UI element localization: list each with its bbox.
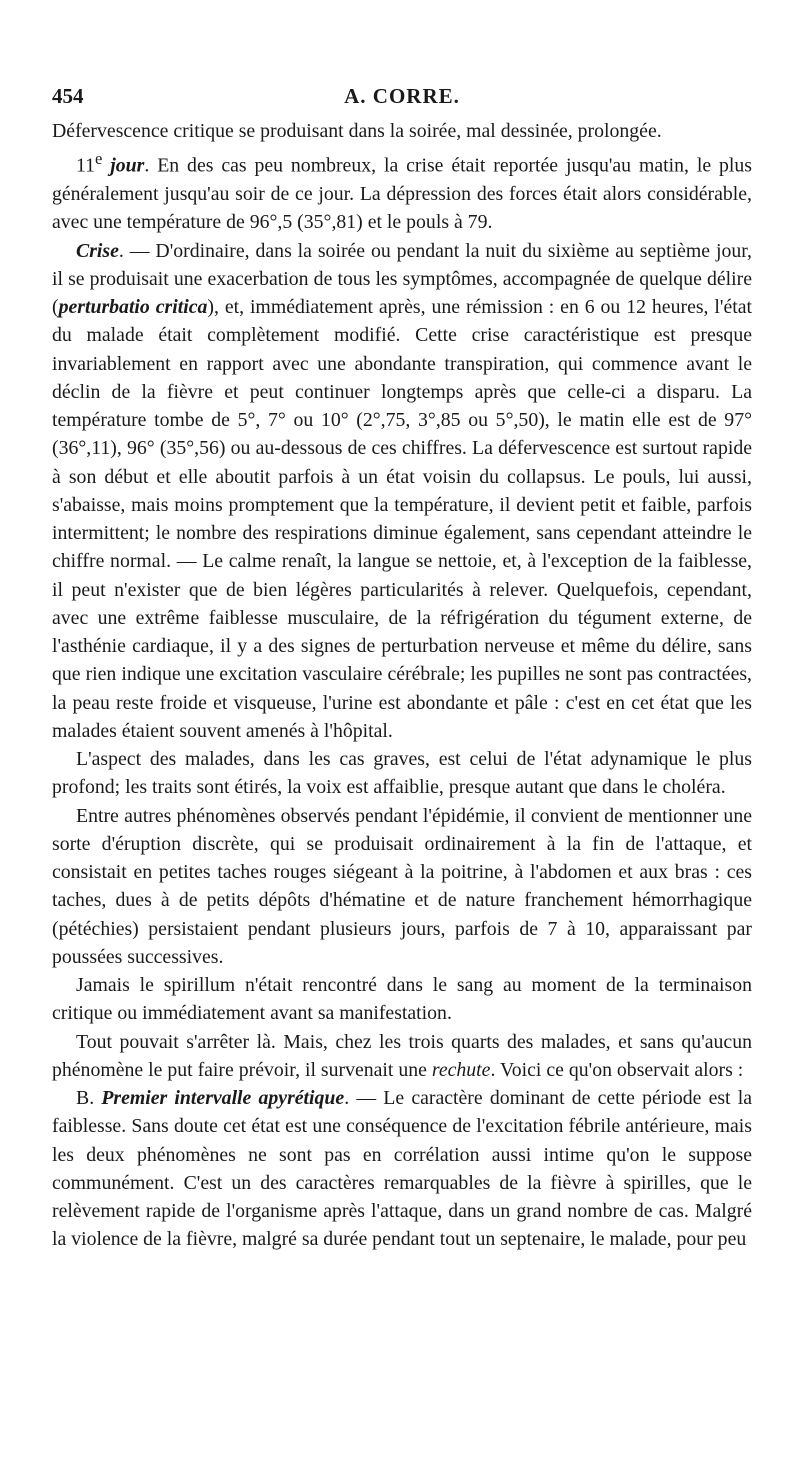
paragraph-intro: Défervescence critique se produisant dans la soirée, mal dessinée, prolongée. [52, 120, 662, 142]
paragraph-crise: Crise. — D'ordinaire, dans la soirée ou pendant la nuit du sixième au septième jour, il se produisait une exacerbation de tous les symptômes, accompagnée de quelque délire (perturbatio critica), et, immédiatement après, une rémission : en 6 ou 12 heures, l'état du malade était complètement modifié. Cette crise caractéristique est presque invariablement en rapport avec une abondante transpiration, qui commence avant le déclin de la fièvre et peut continuer longtemps après que celle-ci a disparu. La température tombe de 5°, 7° ou 10° (2°,75, 3°,85 ou 5°,50), le matin elle est de 97° (36°,11), 96° (35°,56) ou au-dessous de ces chiffres. La défervescence est surtout rapide à son début et elle aboutit parfois à un état voisin du collapsus. Le pouls, lui aussi, s'abaisse, mais moins promptement que la température, il devient petit et faible, parfois intermittent; le nombre des respirations diminue également, sans cependant atteindre le chiffre normal. — Le calme renaît, la langue se nettoie, et, à l'exception de la faiblesse, il peut n'exister que de bien légères particularités à relever. Quelquefois, cependant, avec une extrême faiblesse musculaire, de la réfrigération du tégument externe, de l'asthénie cardiaque, il y a des signes de perturbation nerveuse et même du délire, sans que rien indique une excitation vasculaire cérébrale; les pupilles ne sont pas contractées, la peau reste froide et visqueuse, l'urine est abondante et pâle : c'est en cet état que les malades étaient souvent amenés à l'hôpital. [52, 239, 753, 742]
paragraph-11th-day: 11e jour. En des cas peu nombreux, la crise était reportée jusqu'au matin, le plus généralement jusqu'au soir de ce jour. La dépression des forces était alors considérable, avec une température de 96°,5 (35°,81) et le pouls à 79. [52, 149, 752, 234]
paragraph-intervalle: B. Premier intervalle apyrétique. — Le caractère dominant de cette période est la faiblesse. Sans doute cet état est une conséquence de l'excitation fébrile antérieure, mais les deux phénomènes ne sont pas en corrélation aussi intime qu'on le suppose communément. C'est un des caractères remarquables de la fièvre à spirilles, que le relèvement rapide de l'organisme après l'attaque, dans un grand nombre de cas. Malgré la violence de la fièvre, malgré sa durée pendant tout un septenaire, le malade, pour peu [52, 1087, 753, 1251]
day-ordinal: 11 [76, 154, 96, 177]
paragraph-label: jour [110, 154, 145, 177]
latin-term: perturbatio critica [58, 296, 208, 319]
paragraph-label: Crise [76, 239, 119, 262]
running-title: A. CORRE. [344, 84, 460, 108]
paragraph-spirillum: Jamais le spirillum n'était rencontré dans le sang au moment de la terminaison critique ou immédiatement avant sa manifestation. [52, 974, 752, 1025]
paragraph-rechute: Tout pouvait s'arrêter là. Mais, chez les trois quarts des malades, et sans qu'aucun phénomène le put faire prévoir, il survenait une rechute. Voici ce qu'on observait alors : [52, 1030, 752, 1081]
running-header [52, 84, 752, 110]
emphasis-term: rechute [431, 1058, 491, 1081]
page-number: 454 [52, 84, 84, 108]
section-marker: B. [76, 1087, 95, 1110]
paragraph-label: Premier intervalle apyrétique [101, 1087, 345, 1110]
paragraph-eruption: Entre autres phénomènes observés pendant l'épidémie, il convient de mentionner une sorte d'éruption discrète, qui se produisait ordinairement à la fin de l'attaque, et consistait en petites taches rouges siégeant à la poitrine, à l'abdomen et aux bras : ces taches, dues à de petits dépôts d'hématine et de nature franchement hémorrhagique (pétéchies) persistaient pendant plusieurs jours, parfois de 7 à 10, apparaissant par poussées successives. [52, 804, 752, 968]
paragraph-aspect: L'aspect des malades, dans les cas graves, est celui de l'état adynamique le plus profond; les traits sont étirés, la voix est affaiblie, presque autant que dans le choléra. [52, 748, 752, 799]
ordinal-suffix: e [95, 149, 103, 169]
body-text [52, 117, 752, 1254]
